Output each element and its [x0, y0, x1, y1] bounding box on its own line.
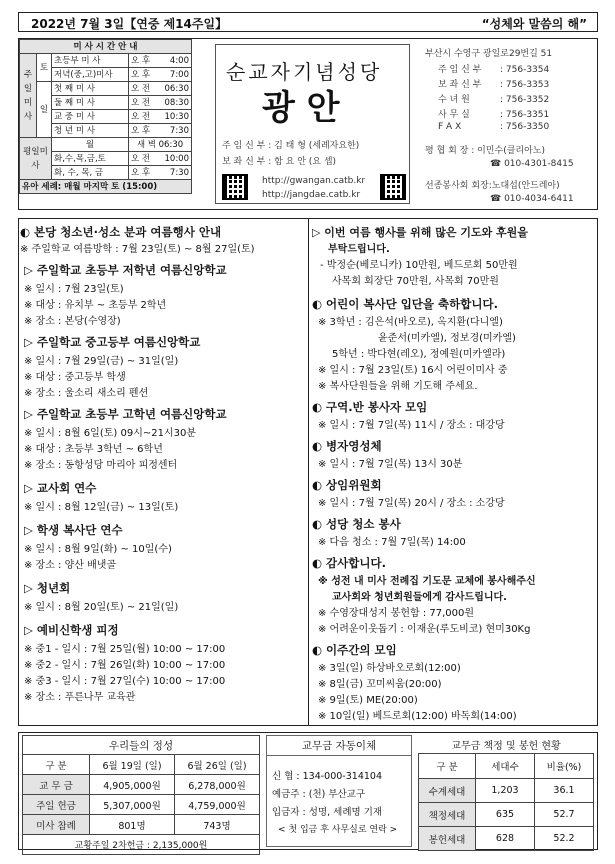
section-item: ※ 8일(금) 꼬미씨움(20:00): [318, 679, 442, 690]
mass-ampm: 오 전: [131, 83, 151, 94]
section-item: ※ 일시 : 7월 7일(목) 13시 30분: [318, 459, 463, 470]
status-head: 비율(%): [535, 754, 594, 779]
section-item: ※ 장소 : 양산 배냇골: [24, 560, 117, 571]
contact-label: 보 좌 신 부: [438, 80, 482, 90]
status-cell: 1,203: [476, 779, 535, 803]
mass-schedule: [19, 39, 192, 194]
contact-label: F A X: [438, 122, 462, 132]
weekday-first: 새 벽 06:30: [129, 138, 192, 152]
infant-baptism: 유아 세례: 매월 마지막 토 (15:00): [20, 180, 192, 194]
mass-time: 06:30: [164, 83, 189, 94]
motto: “성체와 말씀의 해”: [481, 17, 587, 31]
section-item: ※ 성전 내 미사 전례집 기도문 교체에 봉사해주신: [318, 576, 536, 587]
section-item: ※ 장소 : 울소리 새소리 펜션: [24, 388, 149, 399]
mass-time: 7:30: [169, 167, 189, 178]
sunday-label: 주일미사: [20, 54, 37, 138]
section-item: ※ 일시 : 7월 23일(토): [24, 284, 124, 295]
mass-row-name: 저녁(중,고)미사: [52, 68, 129, 82]
left-column: [20, 224, 306, 704]
mass-ampm: 오 전: [131, 97, 151, 108]
finance-cell: 743명: [175, 815, 260, 835]
address: 부산시 수영구 광일로29번길 51: [425, 49, 553, 59]
mass-row-name: 화, 수, 목, 금: [52, 166, 129, 180]
section-item: ※ 일시 : 8월 6일(토) 09시~21시30분: [24, 428, 197, 439]
contact-value: : 756-3350: [500, 122, 550, 132]
section-item: ※ 3학년 : 김은석(바오로), 옥지환(다니엘): [318, 317, 503, 328]
section-item: ※ 어려운이웃돕기 : 이재운(루도비코) 현미30Kg: [318, 624, 531, 635]
section-heading: ◐ 어린이 복사단 입단을 축하합니다.: [312, 297, 498, 311]
section-heading: ▷ 예비신학생 피정: [24, 623, 119, 637]
mass-row-name: 화,수,목,금,토: [52, 152, 129, 166]
transfer-divider: [266, 755, 412, 756]
section-item: ※ 대상 : 유치부 ~ 초등부 2학년: [24, 300, 167, 311]
section-heading: ◐ 본당 청소년·성소 분과 여름행사 안내: [20, 225, 222, 239]
section-item: ※ 3일(일) 하상바오로회(12:00): [318, 663, 461, 674]
finance-footer: 교황주일 2차헌금 : 2,135,000원: [23, 835, 260, 855]
section-item: ※ 복사단원들을 위해 기도해 주세요.: [318, 381, 478, 392]
section-heading: ◐ 감사합니다.: [312, 556, 386, 570]
section-item: 5학년 : 박다현(레오), 정예원(미카엘라): [332, 349, 506, 360]
section-item: 부탁드립니다.: [328, 244, 390, 255]
mass-time: 08:30: [164, 97, 189, 108]
mass-ampm: 오 전: [131, 153, 151, 164]
priest-line: 주 임 신 부 : 김 태 형 (세례자요한): [222, 141, 360, 151]
finance-cell: 5,307,000원: [90, 795, 175, 815]
finance-row-label: 주일 헌금: [23, 795, 90, 815]
volunteer-phone: ☎ 010-4034-6411: [490, 194, 574, 204]
section-item: ※ 중1 - 일시 : 7월 25일(월) 10:00 ~ 17:00: [24, 644, 226, 655]
status-row-label: 책정세대: [419, 803, 476, 827]
website-link[interactable]: http://gwangan.catb.kr: [262, 176, 366, 186]
president-phone: ☎ 010-4301-8415: [490, 159, 574, 169]
section-item: 교사회와 청년회원들에게 감사드립니다.: [332, 592, 507, 603]
contact-value: : 756-3354: [500, 65, 550, 75]
sun-label: 일: [37, 82, 52, 138]
finance-head: 6월 19일 (일): [90, 755, 175, 775]
mass-ampm: 오 전: [131, 111, 151, 122]
section-item: ※ 중2 - 일시 : 7월 26일(화) 10:00 ~ 17:00: [24, 660, 226, 671]
section-heading: ◐ 성당 청소 봉사: [312, 517, 401, 531]
section-item: ※ 수영장대성지 봉헌함 : 77,000원: [318, 608, 475, 619]
section-heading: ◐ 상임위원회: [312, 478, 382, 492]
section-heading: ◐ 구역.반 봉사자 모임: [312, 400, 428, 414]
status-cell: 36.1: [535, 779, 594, 803]
contact-label: 주 임 신 부: [438, 65, 482, 75]
section-item: ※ 장소 : 본당(수영장): [24, 316, 121, 327]
sat-label: 토: [37, 54, 52, 82]
column-divider: [308, 218, 309, 726]
header-bar: [18, 12, 598, 32]
mass-time: 10:30: [164, 111, 189, 122]
section-item: ※ 일시 : 8월 12일(금) ~ 13일(토): [24, 502, 179, 513]
contact-list: [438, 62, 549, 137]
finance-cell: 801명: [90, 815, 175, 835]
section-heading: ▷ 이번 여름 행사를 위해 많은 기도와 후원을: [312, 226, 528, 239]
qr-code-icon[interactable]: [222, 174, 248, 200]
section-item: ※ 10일(일) 베드로회(12:00) 바독회(14:00): [318, 711, 517, 722]
transfer-line: 신 협 : 134-000-314104: [272, 771, 383, 782]
date-line: 2022년 7월 3일【연중 제14주일】: [31, 17, 228, 31]
section-item: ※ 일시 : 8월 20일(토) ~ 21일(일): [24, 602, 179, 613]
section-heading: ▷ 학생 복사단 연수: [24, 523, 123, 537]
mass-row-name: 교 중 미 사: [52, 110, 129, 124]
newsletter-title: 광 안: [262, 88, 340, 128]
mass-ampm: 오 후: [131, 55, 151, 66]
mass-row-name: 청 년 미 사: [52, 124, 129, 138]
finance-cell: 4,759,000원: [175, 795, 260, 815]
assistant-line: 보 좌 신 부 : 함 요 안 (요 셉): [222, 157, 337, 167]
finance-cell: 4,905,000원: [90, 775, 175, 795]
section-item: ※ 중3 - 일시 : 7월 27일(수) 10:00 ~ 17:00: [24, 676, 226, 687]
status-row-label: 봉헌세대: [419, 827, 476, 851]
section-item: ※ 9일(토) ME(20:00): [318, 695, 418, 706]
finance-head: 구 분: [23, 755, 90, 775]
contact-value: : 756-3353: [500, 80, 550, 90]
section-item: 윤준서(미카엘), 정보경(미카엘): [378, 333, 516, 344]
section-item: 사목회 회장단 70만원, 사목회 70만원: [332, 276, 499, 287]
transfer-line: < 첫 입금 후 사무실로 연락 >: [278, 825, 398, 835]
finance-cell: 6,278,000원: [175, 775, 260, 795]
contact-label: 사 무 실: [438, 110, 470, 120]
section-item: ※ 일시 : 7월 23일(토) 16시 어린이미사 중: [318, 365, 508, 376]
section-item: ※ 다음 청소 : 7월 7일(목) 14:00: [318, 537, 466, 548]
section-heading: ◐ 병자영성체: [312, 439, 382, 453]
section-item: ※ 일시 : 7월 7일(목) 11시 / 장소 : 대강당: [318, 420, 505, 431]
section-heading: ▷ 주일학교 초등부 고학년 여름신앙학교: [24, 407, 227, 421]
section-heading: ▷ 교사회 연수: [24, 481, 97, 495]
contact-label: 수 녀 원: [438, 95, 470, 105]
mass-time: 10:00: [164, 153, 189, 164]
section-item: ※ 대상 : 중고등부 학생: [24, 372, 126, 383]
transfer-line: 입금자 : 성명, 세례명 기재: [272, 807, 383, 818]
section-item: ※ 일시 : 7월 29일(금) ~ 31일(일): [24, 356, 179, 367]
weekday-head: 월: [52, 138, 129, 152]
contact-value: : 756-3351: [500, 110, 550, 120]
finance-title: 우리들의 정성: [23, 736, 260, 755]
mass-time: 4:00: [169, 55, 189, 66]
weekday-label: 평일미사: [20, 138, 52, 180]
section-item: ※ 장소 : 푸른나무 교육관: [24, 692, 136, 703]
status-cell: 635: [476, 803, 535, 827]
finance-row-label: 교 무 금: [23, 775, 90, 795]
qr-code-icon[interactable]: [380, 174, 406, 200]
mass-ampm: 오 후: [131, 167, 151, 178]
finance-head: 6월 26일 (일): [175, 755, 260, 775]
section-item: ※ 일시 : 7월 7일(목) 20시 / 장소 : 소강당: [318, 498, 505, 509]
transfer-title: 교무금 자동이체: [301, 740, 377, 752]
transfer-line: 예금주 : (천) 부산교구: [272, 789, 366, 800]
section-item: ※ 주일학교 여름방학 : 7월 23일(토) ~ 8월 27일(토): [20, 244, 255, 255]
section-heading: ▷ 주일학교 중고등부 여름신앙학교: [24, 335, 201, 349]
status-title: 교무금 책정 및 봉헌 현황: [451, 740, 561, 752]
website-link[interactable]: http://jangdae.catb.kr: [262, 190, 361, 200]
parish-name: 순교자기념성당: [226, 60, 383, 84]
status-table: [418, 735, 594, 851]
status-cell: 52.7: [535, 803, 594, 827]
president-line: 평 협 회 장 : 이민수(클리아노): [425, 146, 545, 156]
status-head: 구 분: [419, 754, 476, 779]
section-heading: ◐ 이주간의 모임: [312, 643, 397, 657]
right-column: [312, 224, 596, 723]
finance-table: [22, 735, 260, 855]
status-row-label: 수계세대: [419, 779, 476, 803]
mass-ampm: 오 후: [131, 125, 151, 136]
status-cell: 628: [476, 827, 535, 851]
mass-row-name: 초등부 미 사: [52, 54, 129, 68]
section-heading: ▷ 주일학교 초등부 저학년 여름신앙학교: [24, 263, 227, 277]
mass-row-name: 둘 째 미 사: [52, 96, 129, 110]
section-item: ※ 장소 : 동항성당 마리아 피정센터: [24, 460, 178, 471]
mass-row-name: 첫 째 미 사: [52, 82, 129, 96]
mass-ampm: 오 후: [131, 69, 151, 80]
section-item: ※ 일시 : 8월 9일(화) ~ 10일(수): [24, 544, 172, 555]
status-cell: 52.2: [535, 827, 594, 851]
finance-row-label: 미사 참례: [23, 815, 90, 835]
section-item: ※ 대상 : 초등부 3학년 ~ 6학년: [24, 444, 163, 455]
mass-time: 7:30: [169, 125, 189, 136]
section-item: - 박정순(베로니카) 10만원, 베드로회 50만원: [320, 260, 518, 271]
status-head: 세대수: [476, 754, 535, 779]
contact-value: : 756-3352: [500, 95, 550, 105]
section-heading: ▷ 청년회: [24, 581, 71, 595]
mass-time: 7:00: [169, 69, 189, 80]
volunteer-line: 선종봉사회 회장:노대섭(안드레아): [425, 181, 560, 191]
mass-title: 미 사 시 간 안 내: [20, 40, 192, 54]
